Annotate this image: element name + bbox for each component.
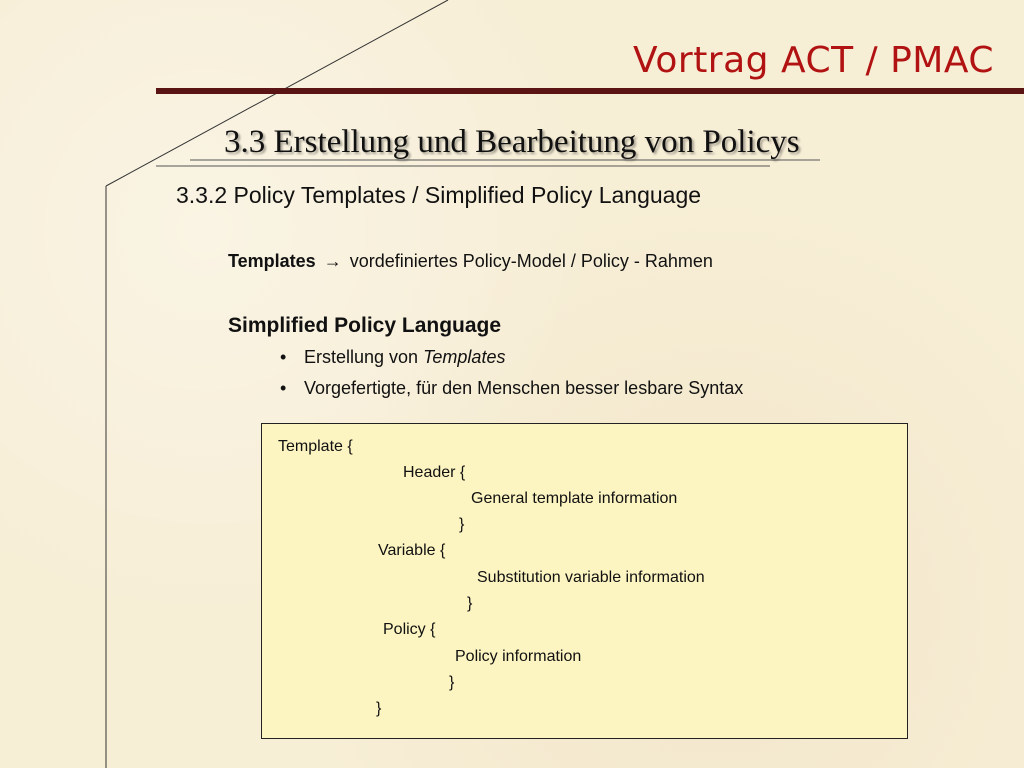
code-line: }	[376, 700, 382, 717]
header-rule	[156, 88, 1024, 94]
spl-bullet-list	[280, 347, 743, 409]
bullet-text: Vorgefertigte, für den Menschen besser lesbare Syntax	[304, 378, 744, 398]
code-line: Policy {	[383, 621, 436, 638]
templates-definition	[228, 251, 713, 272]
code-line: General template information	[471, 490, 678, 507]
bullet-icon: •	[280, 378, 287, 398]
list-item	[280, 347, 743, 378]
code-line: }	[449, 674, 455, 691]
code-line: Substitution variable information	[477, 569, 705, 586]
templates-label: Templates	[228, 251, 316, 271]
header-title: Vortrag ACT / PMAC	[633, 40, 994, 81]
code-line: Template {	[278, 438, 353, 455]
template-code-box	[261, 423, 908, 739]
list-item	[280, 378, 743, 409]
section-title: 3.3 Erstellung und Bearbeitung von Policys	[224, 124, 800, 160]
code-line: Variable {	[378, 542, 446, 559]
bullet-icon: •	[280, 347, 287, 367]
subsection-title: 3.3.2 Policy Templates / Simplified Policy Language	[176, 182, 702, 208]
arrow-right-icon: →	[323, 251, 342, 271]
bullet-text-italic: Templates	[423, 347, 506, 367]
code-line: }	[459, 516, 465, 533]
bullet-text: Erstellung von	[304, 347, 424, 367]
code-line: Policy information	[455, 648, 582, 665]
code-line: }	[467, 595, 473, 612]
spl-heading: Simplified Policy Language	[228, 314, 502, 337]
code-line: Header {	[403, 464, 466, 481]
templates-description: vordefiniertes Policy-Model / Policy - Rahmen	[349, 251, 713, 271]
